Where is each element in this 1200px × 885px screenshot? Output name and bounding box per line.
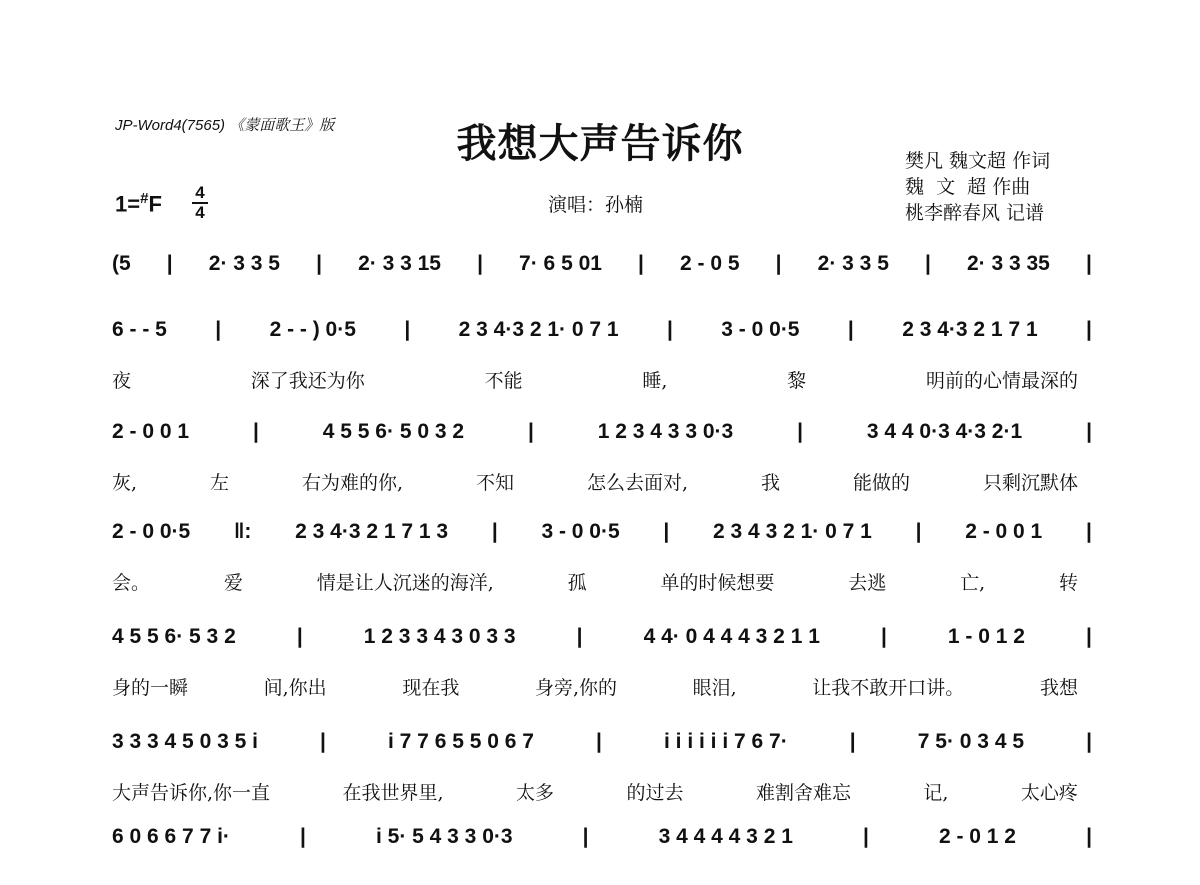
lyric-phrase: 只剩沉默体 — [982, 472, 1078, 494]
measure-notes: 4 5 5 6· 5 3 2 — [112, 625, 236, 648]
barline: | — [596, 730, 602, 753]
lyric-phrase: 情是让人沉迷的海洋, — [316, 572, 494, 594]
lyric-phrase: 太多 — [516, 782, 555, 804]
lyric-phrase: 明前的心情最深的 — [925, 370, 1078, 392]
measure-notes: 1 2 3 4 3 3 0·3 — [597, 420, 734, 443]
measure-notes: 4 5 5 6· 5 0 3 2 — [322, 420, 465, 443]
key-signature — [115, 190, 162, 217]
lyric-phrase: 黎 — [787, 370, 807, 392]
lyric-phrase: 我想 — [1039, 677, 1078, 699]
barline: ‖: — [233, 520, 252, 543]
lyric-phrase: 爱 — [223, 572, 243, 594]
barline: | — [663, 520, 670, 543]
lyric-phrase: 在我世界里, — [342, 782, 444, 804]
barline: | — [477, 252, 483, 275]
lyric-phrase: 会。 — [112, 572, 151, 594]
edition-note: JP-Word4(7565) 《蒙面歌王》版 — [115, 117, 335, 134]
barline: | — [1086, 318, 1092, 341]
lyrics-line — [112, 673, 1092, 700]
barline: | — [797, 420, 803, 443]
lyric-phrase: 眼泪, — [692, 677, 737, 699]
measure-notes: 2 - 0 0·5 — [112, 520, 191, 543]
measure-notes: 3 3 3 4 5 0 3 5 i — [112, 730, 258, 753]
barline: | — [849, 730, 856, 753]
lyric-phrase: 大声告诉你,你一直 — [112, 782, 271, 804]
barline: | — [320, 730, 326, 753]
barline: | — [296, 625, 303, 648]
barline: | — [316, 252, 322, 275]
lyricist-credit: 樊凡 魏文超 作词 — [905, 150, 1051, 172]
lyric-phrase: 怎么去面对, — [587, 472, 689, 494]
score-row — [112, 825, 1092, 885]
measure-notes: (5 — [112, 252, 131, 275]
measure-notes: 2 - - ) 0·5 — [269, 318, 356, 341]
lyric-phrase: 右为难的你, — [302, 472, 404, 494]
lyrics-line — [112, 778, 1092, 805]
score-row — [112, 520, 1092, 595]
barline: | — [915, 520, 922, 543]
lyric-phrase: 睡, — [642, 370, 668, 392]
measure-notes: 2· 3 3 35 — [966, 252, 1050, 275]
barline: | — [1086, 730, 1092, 753]
time-bottom: 4 — [195, 202, 205, 222]
singer: 演唱：孙楠 — [548, 194, 644, 216]
lyric-phrase: 灰, — [112, 472, 138, 494]
barline: | — [166, 252, 173, 275]
measure-notes: i i i i i i 7 6 7· — [664, 730, 788, 753]
barline: | — [491, 520, 498, 543]
lyric-phrase: 难割舍难忘 — [755, 782, 851, 804]
time-signature — [190, 184, 210, 222]
lyric-phrase: 记, — [923, 782, 949, 804]
barline: | — [404, 318, 411, 341]
measure-notes: i 7 7 6 5 5 0 6 7 — [388, 730, 534, 753]
lyric-phrase: 现在我 — [402, 677, 460, 699]
score-row — [112, 730, 1092, 805]
lyric-phrase: 不能 — [484, 370, 523, 392]
lyric-phrase: 让我不敢开口讲。 — [812, 677, 965, 699]
measure-notes: 6 - - 5 — [112, 318, 167, 341]
barline: | — [775, 252, 782, 275]
barline: | — [1085, 252, 1092, 275]
barline: | — [1086, 420, 1092, 443]
lyric-phrase: 太心疼 — [1020, 782, 1078, 804]
lyric-phrase: 转 — [1058, 572, 1078, 594]
measure-notes: 2 - 0 1 2 — [938, 825, 1016, 848]
measure-notes: 7 5· 0 3 4 5 — [917, 730, 1025, 753]
transcriber-credit: 桃李醉春风 记谱 — [905, 202, 1045, 224]
measure-notes: 3 - 0 0·5 — [721, 318, 800, 341]
measure-notes: i 5· 5 4 3 3 0·3 — [375, 825, 513, 848]
lyric-phrase: 去逃 — [848, 572, 887, 594]
measure-notes: 3 - 0 0·5 — [541, 520, 620, 543]
barline: | — [1086, 625, 1092, 648]
measure-notes: 3 4 4 0·3 4·3 2·1 — [866, 420, 1023, 443]
barline: | — [576, 625, 583, 648]
sharp-sign: # — [140, 190, 149, 207]
barline: | — [527, 420, 534, 443]
barline: | — [582, 825, 589, 848]
barline: | — [880, 625, 887, 648]
barline: | — [638, 252, 644, 275]
lyric-phrase: 我 — [761, 472, 781, 494]
credits — [905, 148, 1050, 226]
lyrics-line — [112, 366, 1092, 393]
measure-notes: 2 3 4·3 2 1 7 1 3 — [295, 520, 449, 543]
barline: | — [924, 252, 931, 275]
lyric-phrase: 亡, — [960, 572, 986, 594]
barline: | — [252, 420, 259, 443]
measure-notes: 2 3 4 3 2 1· 0 7 1 — [713, 520, 872, 543]
lyric-phrase: 不知 — [476, 472, 515, 494]
barline: | — [215, 318, 222, 341]
score-row — [112, 318, 1092, 393]
barline: | — [1085, 520, 1092, 543]
barline: | — [666, 318, 673, 341]
song-title: 我想大声告诉你 — [456, 120, 744, 167]
measure-notes: 7· 6 5 01 — [519, 252, 602, 275]
key-prefix: 1= — [115, 191, 141, 217]
measure-notes: 2· 3 3 5 — [817, 252, 889, 275]
lyric-phrase: 间,你出 — [263, 677, 327, 699]
time-top: 4 — [195, 183, 205, 202]
measure-notes: 6 0 6 6 7 7 i· — [112, 825, 230, 848]
measure-notes: 2 3 4·3 2 1· 0 7 1 — [458, 318, 619, 341]
measure-notes: 2· 3 3 15 — [358, 252, 441, 275]
lyrics-line — [112, 568, 1092, 595]
measure-notes: 2 - 0 0 1 — [112, 420, 190, 443]
measure-notes: 2 3 4·3 2 1 7 1 — [902, 318, 1038, 341]
lyric-phrase: 夜 — [112, 370, 132, 392]
lyric-phrase: 的过去 — [626, 782, 684, 804]
measure-notes: 1 - 0 1 2 — [947, 625, 1025, 648]
measure-notes: 1 2 3 3 4 3 0 3 3 — [363, 625, 516, 648]
measure-notes: 2 - 0 0 1 — [965, 520, 1043, 543]
notes-line — [112, 825, 1092, 885]
lyric-phrase: 身旁,你的 — [534, 677, 617, 699]
score-row — [112, 252, 1092, 312]
lyrics-line — [112, 468, 1092, 495]
lyric-phrase: 孤 — [567, 572, 587, 594]
lyric-phrase: 单的时候想要 — [660, 572, 775, 594]
lyric-phrase: 左 — [210, 472, 230, 494]
measure-notes: 2 - 0 5 — [680, 252, 740, 275]
score-row — [112, 420, 1092, 495]
barline: | — [1086, 825, 1092, 848]
composer-credit: 魏 文 超 作曲 — [905, 176, 1031, 198]
measure-notes: 4 4· 0 4 4 4 3 2 1 1 — [643, 625, 820, 648]
barline: | — [300, 825, 306, 848]
barline: | — [862, 825, 869, 848]
barline: | — [847, 318, 854, 341]
lyric-phrase: 身的一瞬 — [112, 677, 189, 699]
lyric-phrase: 能做的 — [853, 472, 911, 494]
measure-notes: 3 4 4 4 4 3 2 1 — [658, 825, 793, 848]
measure-notes: 2· 3 3 5 — [208, 252, 280, 275]
score-row — [112, 625, 1092, 700]
notes-line — [112, 252, 1092, 312]
key-note: F — [148, 191, 162, 217]
lyric-phrase: 深了我还为你 — [250, 370, 365, 392]
